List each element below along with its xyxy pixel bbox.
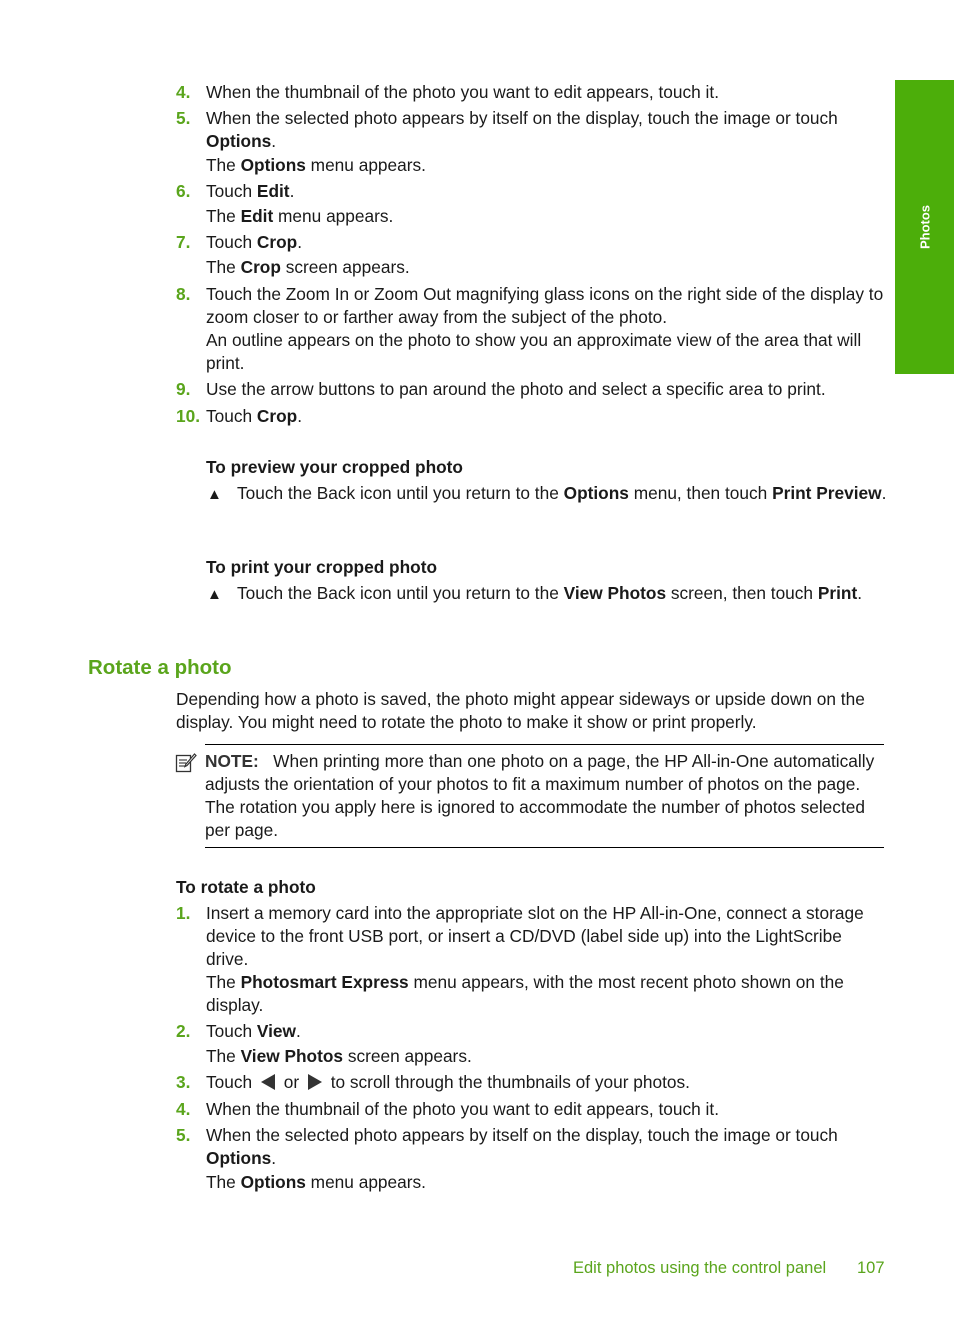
step-result: The Options menu appears. (206, 1172, 426, 1192)
rotate-heading: To rotate a photo (176, 877, 316, 897)
step-result: The Photosmart Express menu appears, with the most recent photo shown on the display. (206, 972, 844, 1015)
step-number: 6. (176, 181, 191, 201)
step-number: 1. (176, 903, 191, 923)
step-text: Insert a memory card into the appropriate slot on the HP All-in-One, connect a storage device to the front USB port, or insert a CD/DVD (label side up) into the LightScribe drive. (206, 903, 864, 969)
print-heading: To print your cropped photo (206, 557, 438, 577)
note-bottom-rule (205, 847, 884, 848)
step-number: 7. (176, 232, 191, 252)
step-number: 8. (176, 284, 191, 304)
note-pencil-icon (175, 752, 197, 774)
step-number: 4. (176, 82, 191, 102)
right-arrow-icon (308, 1074, 322, 1090)
step-text: Touch or to scroll through the thumbnails of your photos. (206, 1072, 690, 1092)
side-tab-photos (895, 80, 954, 374)
print-instruction: Touch the Back icon until you return to the View Photos screen, then touch Print. (237, 583, 863, 603)
step-text: When the selected photo appears by itself on the display, touch the image or touch Options. (206, 1125, 838, 1168)
step-number: 5. (176, 108, 191, 128)
step-number: 9. (176, 379, 191, 399)
step-text: When the selected photo appears by itself on the display, touch the image or touch Options. (206, 108, 838, 151)
section-title: Rotate a photo (88, 656, 232, 679)
step-text: Touch the Zoom In or Zoom Out magnifying glass icons on the right side of the display to zoom closer to or farther away from the subject of the photo. (206, 284, 884, 327)
section-intro: Depending how a photo is saved, the photo might appear sideways or upside down on the display. You might need to rotate the photo to make it show or print properly. (176, 689, 865, 732)
step-text: Use the arrow buttons to pan around the photo and select a specific area to print. (206, 379, 826, 399)
bullet-triangle-icon: ▲ (207, 486, 222, 503)
side-tab-label: Photos (917, 204, 932, 250)
step-text: When the thumbnail of the photo you want to edit appears, touch it. (206, 1099, 720, 1119)
step-result: The Edit menu appears. (206, 206, 394, 226)
preview-heading: To preview your cropped photo (206, 457, 463, 477)
step-result: The View Photos screen appears. (206, 1046, 472, 1066)
step-number: 10. (176, 406, 201, 426)
note-body (205, 750, 886, 842)
step-result: An outline appears on the photo to show you an approximate view of the area that will print. (206, 330, 862, 373)
note-top-rule (205, 744, 884, 745)
step-text: Touch Edit. (206, 181, 295, 201)
bullet-triangle-icon: ▲ (207, 586, 222, 603)
step-number: 3. (176, 1072, 191, 1092)
preview-instruction: Touch the Back icon until you return to the Options menu, then touch Print Preview. (237, 483, 887, 503)
step-text: Touch Crop. (206, 406, 303, 426)
step-text: Touch View. (206, 1021, 301, 1041)
left-arrow-icon (261, 1074, 275, 1090)
note-text: When printing more than one photo on a page, the HP All-in-One automatically adjusts the orientation of your photos to fit a maximum number of photos on the page. The rotation you apply here is ignored to accommodate the number of photos selected per page. (205, 751, 875, 840)
step-text: When the thumbnail of the photo you want to edit appears, touch it. (206, 82, 720, 102)
step-text: Touch Crop. (206, 232, 303, 252)
footer-chapter-title: Edit photos using the control panel (573, 1259, 827, 1277)
step-number: 4. (176, 1099, 191, 1119)
note-label: NOTE: (205, 751, 259, 771)
step-number: 2. (176, 1021, 191, 1041)
step-result: The Crop screen appears. (206, 257, 410, 277)
footer-page-number: 107 (857, 1259, 885, 1277)
step-number: 5. (176, 1125, 191, 1145)
step-result: The Options menu appears. (206, 155, 426, 175)
